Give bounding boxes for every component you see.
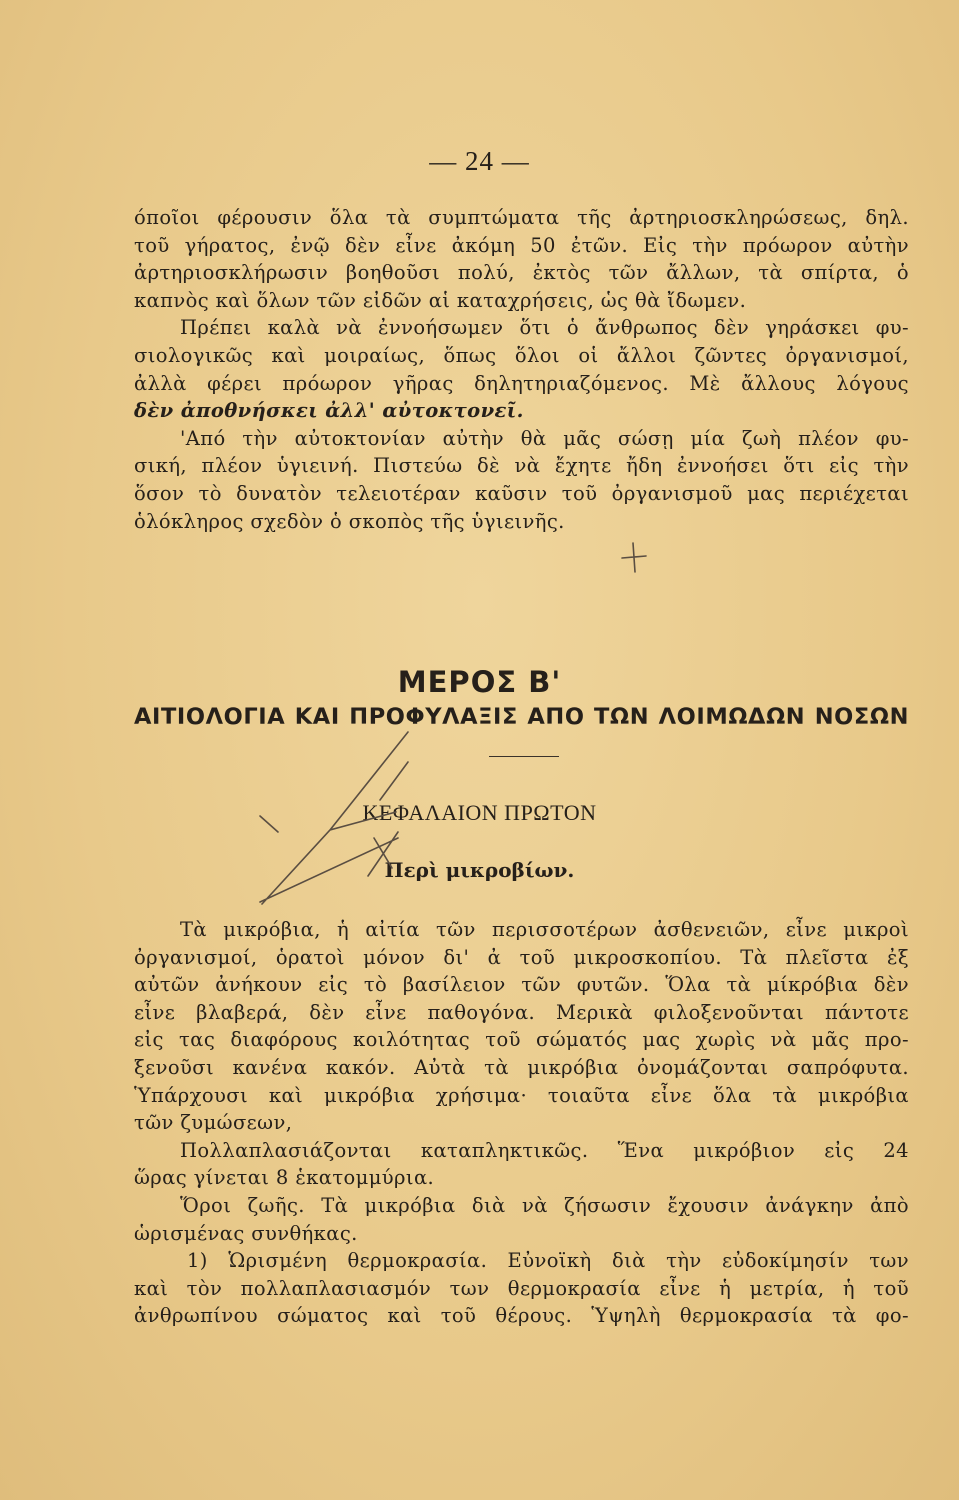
text-line: ὁλόκληρος σχεδὸν ὁ σκοπὸς τῆς ὑγιεινῆς. bbox=[134, 509, 565, 533]
text-line: σική, πλέον ὑγιεινή. Πιστεύω δὲ νὰ ἔχητε ἤδη ἐννοήσει ὅτι εἰς τὴν bbox=[134, 454, 909, 478]
text-line: καπνὸς καὶ ὅλων τῶν εἰδῶν αἱ καταχρήσεις, ὡς θὰ ἴδωμεν. bbox=[134, 288, 747, 312]
text-line: Πρέπει καλὰ νὰ ἐννοήσωμεν ὅτι ὁ ἄνθρωπος δὲν γηράσκει φυ- bbox=[180, 316, 909, 340]
text-line: 'Από τὴν αὐτοκτονίαν αὐτὴν θὰ μᾶς σώσῃ μία ζωὴ πλέον φυ- bbox=[180, 426, 909, 450]
text-line: Ὅροι ζωῆς. Τὰ μικρόβια διὰ νὰ ζήσωσιν ἔχουσιν ἀνάγκην ἀπὸ bbox=[180, 1193, 909, 1217]
text-line: ὡρισμένας συνθήκας. bbox=[134, 1221, 358, 1245]
part-title: ΜΕΡΟΣ Β' bbox=[397, 665, 562, 699]
section-title: Περὶ μικροβίων. bbox=[384, 858, 575, 882]
text-line: ξενοῦσι κανένα κακόν. Αὐτὰ τὰ μικρόβια ὀνομάζονται σαπρόφυτα. bbox=[134, 1055, 909, 1079]
pencil-scribble bbox=[260, 732, 408, 904]
text-line: δὲν ἀποθνήσκει ἀλλ' αὐτοκτονεῖ. bbox=[134, 399, 524, 423]
text-line: τῶν ζυμώσεων, bbox=[134, 1111, 293, 1135]
text-line: εἰς τας διαφόρους κοιλότητας τοῦ σώματός μας χωρὶς νὰ μᾶς προ- bbox=[134, 1028, 909, 1052]
text-line: καὶ τὸν πολλαπλασιασμόν των θερμοκρασία εἶνε ἡ μετρία, ἡ τοῦ bbox=[134, 1276, 909, 1300]
text-line: Πολλαπλασιάζονται καταπληκτικῶς. Ἕνα μικρόβιον εἰς 24 bbox=[180, 1138, 909, 1162]
text-line: ἀνθρωπίνου σώματος καὶ τοῦ θέρους. Ὑψηλὴ θερμοκρασία τὰ φο- bbox=[134, 1304, 909, 1328]
text-line: όποῖοι φέρουσιν ὅλα τὰ συμπτώματα τῆς ἀρτηριοσκληρώσεως, δηλ. bbox=[134, 206, 909, 229]
text-line: ὀργανισμοί, ὁρατοὶ μόνον δι' ἀ τοῦ μικροσκοπίου. Τὰ πλεῖστα ἐξ bbox=[134, 945, 909, 969]
pencil-cross-mark bbox=[622, 543, 646, 572]
text-line: ἀλλὰ φέρει πρόωρον γῆρας δηλητηριαζόμενος. Μὲ ἄλλους λόγους bbox=[134, 371, 909, 395]
text-line: Ὑπάρχουσι καὶ μικρόβια χρήσιμα· τοιαῦτα εἶνε ὅλα τὰ μικρόβια bbox=[134, 1083, 909, 1107]
text-line: εἶνε βλαβερά, δὲν εἶνε παθογόνα. Μερικὰ φιλοξενοῦνται πάντοτε bbox=[134, 1000, 909, 1024]
text-line: 1) Ὡρισμένη θερμοκρασία. Εὐνοϊκὴ διὰ τὴν εὐδοκίμησίν των bbox=[187, 1249, 909, 1273]
text-line: Τὰ μικρόβια, ἡ αἰτία τῶν περισσοτέρων ἀσθενειῶν, εἶνε μικροὶ bbox=[180, 918, 909, 941]
part-subtitle: ΑΙΤΙΟΛΟΓΙΑ ΚΑΙ ΠΡΟΦΥΛΑΞΙΣ ΑΠΟ ΤΩΝ ΛΟΙΜΩΔΩΝ ΝΟΣΩΝ bbox=[134, 704, 909, 730]
chapter-title: ΚΕΦΑΛΑΙΟΝ ΠΡΩΤΟΝ bbox=[362, 800, 597, 825]
text-line: σιολογικῶς καὶ μοιραίως, ὅπως ὅλοι οἱ ἄλλοι ζῶντες ὀργανισμοί, bbox=[134, 343, 909, 367]
text-line: ὥρας γίνεται 8 ἑκατομμύρια. bbox=[134, 1166, 435, 1190]
text-line: ἀρτηριοσκλήρωσιν βοηθοῦσι πολύ, ἐκτὸς τῶν ἄλλων, τὰ σπίρτα, ὁ bbox=[134, 261, 909, 285]
text-line: τοῦ γήρατος, ἐνῷ δὲν εἶνε ἀκόμη 50 ἐτῶν. Εἰς τὴν πρόωρον αὐτὴν bbox=[134, 233, 909, 257]
text-line: ὅσον τὸ δυνατὸν τελειοτέραν καῦσιν τοῦ ὀργανισμοῦ μας περιέχεται bbox=[134, 481, 909, 505]
page-number: — 24 — bbox=[429, 146, 530, 176]
text-line: αὐτῶν ἀνήκουν εἰς τὸ βασίλειον τῶν φυτῶν. Ὅλα τὰ μίκρόβια δὲν bbox=[134, 973, 909, 997]
